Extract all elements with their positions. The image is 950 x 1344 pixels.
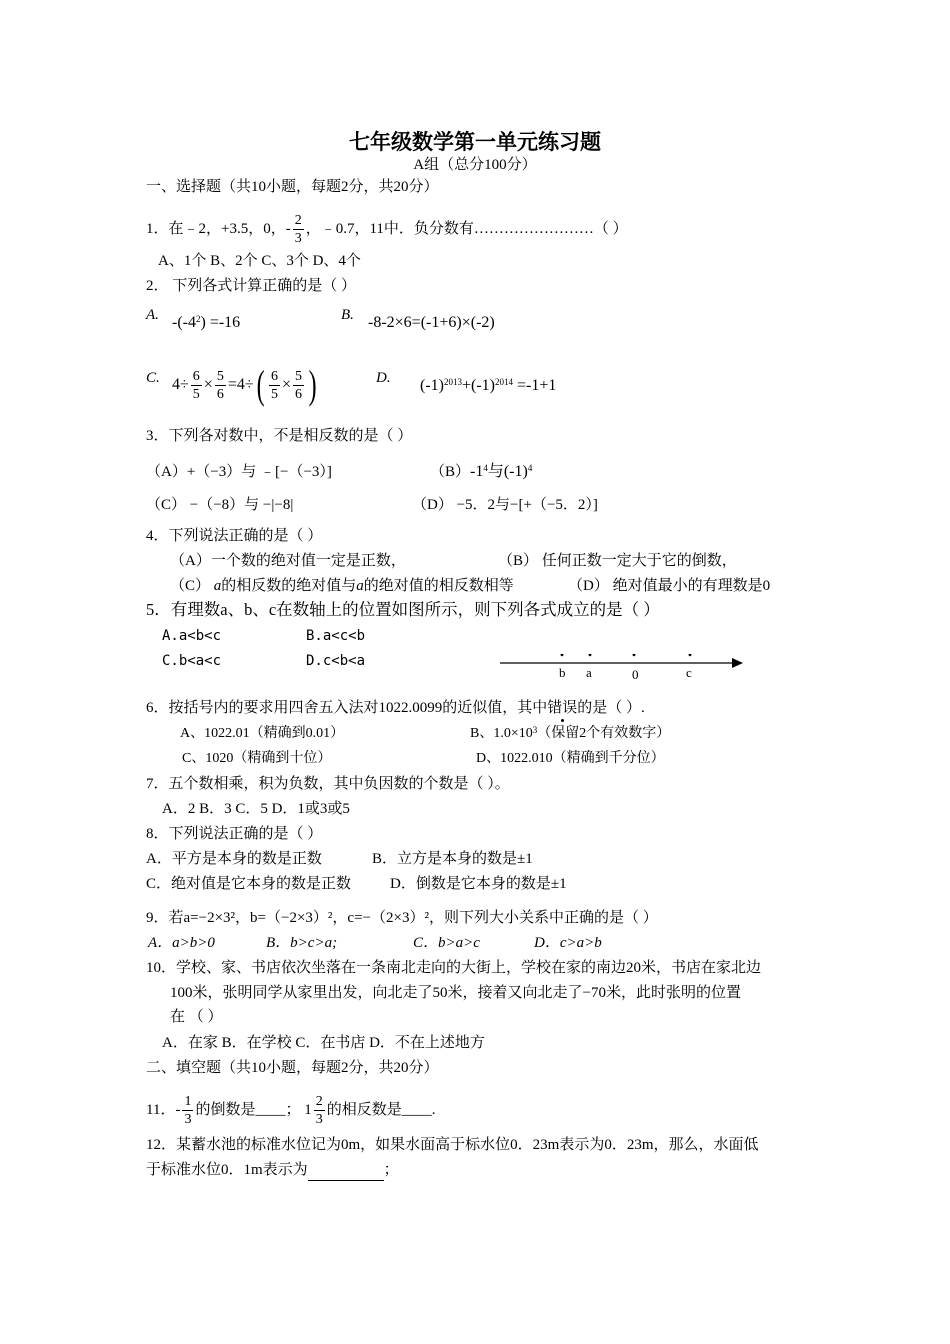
q8-option-a: A．平方是本身的数是正数 <box>146 851 322 867</box>
question-10-line2: 100米，张明同学从家里出发，向北走了50米，接着又向北走了−70米，此时张明的位置 <box>170 985 741 1001</box>
q2-option-b-label: B. <box>341 307 354 323</box>
q1-options: A、1个 B、2个 C、3个 D、4个 <box>158 253 361 269</box>
q9-option-b: B．b>c>a; <box>266 935 338 951</box>
q6-option-c: C、1020（精确到十位） <box>182 751 332 766</box>
number-line-figure <box>500 654 745 684</box>
point-0-dot <box>633 654 636 656</box>
axis-label-zero: 0 <box>632 667 639 682</box>
point-c-dot <box>689 654 692 656</box>
q10-options: A．在家 B．在学校 C．在书店 D．不在上述地方 <box>162 1035 485 1051</box>
q5-option-a: A.a<b<c <box>162 628 222 644</box>
q3-option-a: （A）+（−3）与 ﹣[−（−3）] <box>146 464 332 480</box>
q7-options: A．2 B．3 C．5 D．1或3或5 <box>162 801 350 817</box>
q5-option-c: C.b<a<c <box>162 653 222 669</box>
q4-option-b: （B） 任何正数一定大于它的倒数， <box>498 553 737 569</box>
point-b-dot <box>561 654 564 656</box>
q2-option-c-expr: 4÷ $\frac{6}{5}$ × $\frac{5}{6}$ =4÷( $\frac{6}{5}$ × $\frac{5}{6}$ ) <box>172 362 317 408</box>
question-12-line2: 于标准水位0．1m表示为 ； <box>146 1160 399 1181</box>
question-12-line1: 12．某蓄水池的标准水位记为0m，如果水面高于标水位0．23m表示为0．23m，那么，水面低 <box>146 1137 759 1153</box>
q2-option-d-label: D. <box>376 370 391 386</box>
question-10-line3: 在 （ ） <box>170 1009 223 1025</box>
question-5: 5．有理数a、b、c在数轴上的位置如图所示，则下列各式成立的是（ ） <box>146 600 660 619</box>
q2-option-a-expr: $-(-4^2) =-16$ <box>172 314 241 331</box>
question-7: 7．五个数相乘，积为负数，其中负因数的个数是（ ）。 <box>146 776 510 792</box>
q4-option-c: （C） a的相反数的绝对值与a的绝对值的相反数相等 <box>170 578 514 594</box>
question-11: 11．- $\frac{1}{3}$ 的倒数是____； 1 $\frac{2}{3}$ 的相反数是____. <box>146 1094 436 1127</box>
question-10-line1: 10．学校、家、书店依次坐落在一条南北走向的大街上，学校在家的南边20米，书店在家北边 <box>146 960 762 976</box>
q1-prefix: 1．在﹣2，+3.5，0，- <box>146 220 291 237</box>
axis-label-a: a <box>586 665 592 680</box>
q4-option-a: （A）一个数的绝对值一定是正数， <box>170 553 406 569</box>
section-fill-heading: 二、填空题（共10小题，每题2分，共20分） <box>146 1060 439 1076</box>
q8-option-b: B．立方是本身的数是±1 <box>372 851 533 867</box>
q4-option-d: （D） 绝对值最小的有理数是0 <box>568 578 771 594</box>
question-9: 9．若a=−2×3²，b=（−2×3）²，c=−（2×3）²，则下列大小关系中正确的是（ ） <box>146 910 658 926</box>
question-8: 8．下列说法正确的是（ ） <box>146 826 323 842</box>
q2-option-b-expr: -8-2×6=(-1+6)×(-2) <box>368 314 495 331</box>
q8-option-d: D．倒数是它本身的数是±1 <box>390 876 567 892</box>
q3-option-c: （C） −（−8）与 −|−8| <box>146 497 294 513</box>
q5-option-d: D.c<b<a <box>306 653 366 669</box>
question-6: 6．按括号内的要求用四舍五入法对1022.0099的近似值，其中错误的是（ ）. <box>146 700 645 716</box>
q8-option-c: C．绝对值是它本身的数是正数 <box>146 876 352 892</box>
q2-option-c-label: C. <box>146 370 160 386</box>
number-line-arrow <box>732 658 743 668</box>
q6-option-b: B、$1.0\times 10^3$（保留2个有效数字） <box>470 725 671 741</box>
axis-label-c: c <box>686 665 692 680</box>
q3-option-d: （D） −5．2与−[+（−5．2）] <box>412 497 598 513</box>
q6-option-a: A、1022.01（精确到0.01） <box>180 726 345 741</box>
page-subtitle: A组（总分100分） <box>413 157 537 173</box>
q9-option-a: A．a>b>0 <box>148 935 215 951</box>
q3-option-b: $(B)-1^4$与$(-1)^4$ <box>430 463 533 480</box>
question-2: 2． 下列各式计算正确的是（ ） <box>146 278 357 294</box>
answer-blank[interactable] <box>308 1160 384 1181</box>
question-3: 3．下列各对数中，不是相反数的是（ ） <box>146 428 413 444</box>
question-4: 4．下列说法正确的是（ ） <box>146 528 323 544</box>
point-a-dot <box>589 654 592 656</box>
q6-option-d: D、1022.010（精确到千分位） <box>476 751 665 766</box>
section-choice-heading: 一、选择题（共10小题，每题2分，共20分） <box>146 179 439 195</box>
emphasis-cuowu: 错误 <box>547 700 578 716</box>
q2-option-d-expr: $(-1)^{2013}+(-1)^{2014} =-1+1$ <box>420 377 557 394</box>
q2-option-a-label: A. <box>146 307 159 323</box>
q9-option-d: D．c>a>b <box>534 935 602 951</box>
axis-label-b: b <box>559 665 566 680</box>
question-1 <box>146 212 628 247</box>
q1-suffix: ，﹣0.7，11中．负分数有……………………（ ） <box>305 220 628 237</box>
page-title: 七年级数学第一单元练习题 <box>349 130 601 154</box>
q1-fraction: $\frac{2}{3}$ <box>294 213 302 246</box>
q9-option-c: C．b>a>c <box>413 935 480 951</box>
q5-option-b: B.a<c<b <box>306 628 366 644</box>
